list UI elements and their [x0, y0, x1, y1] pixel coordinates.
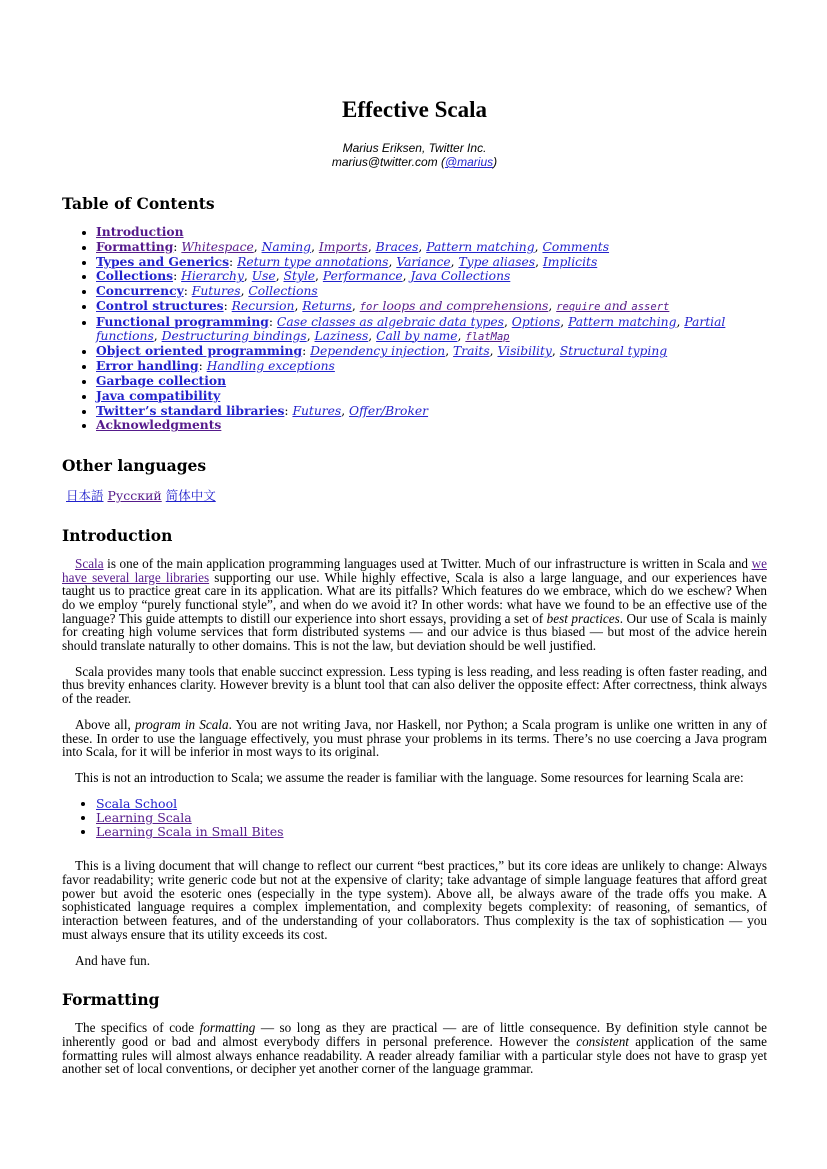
- inline-link[interactable]: Dependency injection: [310, 344, 446, 359]
- inline-link[interactable]: Collections: [96, 268, 174, 284]
- inline-link[interactable]: Scala: [75, 555, 104, 571]
- inline-link[interactable]: require: [556, 300, 601, 313]
- inline-link[interactable]: Return type annotations: [237, 254, 389, 269]
- inline-link[interactable]: Hierarchy: [181, 269, 244, 284]
- toc-item-object-oriented-programming: [96, 344, 767, 359]
- toc-item-twitters-standard-libraries: [96, 404, 767, 419]
- inline-link[interactable]: Visibility: [497, 344, 552, 359]
- byline: [62, 141, 767, 169]
- text-run: ,: [548, 298, 557, 313]
- text-run: best practices: [546, 610, 620, 626]
- text-run: :: [302, 344, 311, 359]
- toc-item-formatting: [96, 240, 767, 255]
- inline-link[interactable]: Call by name: [376, 328, 458, 343]
- inline-link[interactable]: Whitespace: [181, 239, 254, 254]
- inline-link[interactable]: Returns: [302, 298, 352, 313]
- inline-link[interactable]: Variance: [396, 254, 451, 269]
- inline-link[interactable]: Options: [511, 314, 561, 329]
- text-run: ,: [275, 269, 284, 284]
- intro-paragraph-4: [62, 771, 767, 785]
- inline-link[interactable]: Recursion: [231, 298, 295, 313]
- text-run: ,: [445, 344, 454, 359]
- language-links: [62, 489, 767, 503]
- formatting-heading: Formatting: [62, 990, 160, 1010]
- text-run: program in Scala: [134, 716, 229, 732]
- inline-link[interactable]: Style: [283, 269, 316, 284]
- inline-link[interactable]: Implicits: [542, 254, 598, 269]
- text-run: :: [173, 269, 182, 284]
- text-run: ,: [253, 239, 262, 254]
- inline-link[interactable]: Naming: [261, 239, 312, 254]
- text-run: ,: [294, 298, 303, 313]
- text-run: ,: [368, 328, 377, 343]
- inline-link[interactable]: Case classes as algebraic data types: [276, 314, 504, 329]
- inline-link[interactable]: Learning Scala in Small Bites: [96, 824, 284, 840]
- inline-link[interactable]: Braces: [375, 239, 419, 254]
- toc-heading: Table of Contents: [62, 194, 215, 213]
- text-run: :: [268, 314, 277, 329]
- inline-link[interactable]: and: [600, 298, 632, 313]
- text-run: ,: [551, 344, 560, 359]
- text-run: ,: [676, 314, 685, 329]
- intro-paragraph-6: [62, 954, 767, 968]
- resource-item-learning-scala: [96, 811, 767, 825]
- inline-link[interactable]: Java compatibility: [96, 387, 221, 403]
- text-run: supporting our use. While highly effective, Scala is also a large language, and our experiences have taught us to practice great care in its application. What are its pitfalls? Which features do we embrace, which do we eschew? When do we employ “purely functional style”, and when do we avoid it? In other words: what have we found to be an effective use of the language? This guide attempts to distill our experience into short essays, providing a set of: [62, 569, 768, 626]
- inline-link[interactable]: 简体中文: [165, 488, 216, 504]
- inline-link[interactable]: assert: [631, 300, 670, 313]
- text-run: Above all,: [75, 716, 135, 732]
- resource-item-scala-school: [96, 797, 767, 811]
- text-run: :: [229, 254, 238, 269]
- inline-link[interactable]: Structural typing: [559, 344, 668, 359]
- toc-item-acknowledgments: [96, 418, 767, 433]
- text-run: ,: [450, 254, 459, 269]
- toc-item-introduction: [96, 225, 767, 240]
- inline-link[interactable]: Type aliases: [458, 254, 536, 269]
- inline-link[interactable]: Handling exceptions: [206, 359, 335, 374]
- inline-link[interactable]: Types and Generics: [96, 253, 230, 269]
- text-run: :: [284, 403, 293, 418]
- inline-link[interactable]: Object oriented programming: [96, 343, 303, 359]
- text-run: ,: [351, 298, 360, 313]
- toc-item-java-compatibility: [96, 389, 767, 404]
- text-run: ,: [243, 269, 252, 284]
- text-run: ,: [341, 403, 350, 418]
- text-run: consistent: [576, 1033, 629, 1049]
- inline-link[interactable]: Pattern matching: [426, 239, 535, 254]
- inline-link[interactable]: Futures: [191, 284, 241, 299]
- formatting-paragraph-1: [62, 1021, 767, 1076]
- text-run: ): [493, 155, 498, 169]
- text-run: ,: [560, 314, 569, 329]
- text-run: :: [173, 239, 182, 254]
- text-run: . Our use of Scala is mainly for creating high volume services that form distributed systems — and our advice is thus biased — but most of the advice herein should translate naturally to other domains. This is not the law, but deviation should be well justified.: [62, 610, 767, 654]
- inline-link[interactable]: Scala School: [96, 795, 178, 811]
- inline-link[interactable]: Traits: [453, 344, 490, 359]
- text-run: And have fun.: [75, 952, 151, 968]
- inline-link[interactable]: Functional programming: [96, 313, 269, 329]
- text-run: This is a living document that will change to reflect our current “best practices,” but its core ideas are unlikely to change: Always favor readability; write generic code but not at the expensive of clarity; take advantage of simple language features that afford great power but avoid the esoteric ones (especially in the type system). Above all, be always aware of the trade offs you make. A sophisticated language requires a complex implementation, and complexity begets complexity: of reasoning, of semantics, of interaction between features, and of the understanding of your collaborators. Thus complexity is the tax of sophistication — you must always ensure that its utility exceeds its cost.: [62, 858, 767, 942]
- text-run: :: [223, 298, 232, 313]
- inline-link[interactable]: Performance: [322, 269, 403, 284]
- toc-item-collections: [96, 269, 767, 284]
- text-run: application of the same formatting rules will almost always enhance readability. A reader already familiar with a particular style does not have to grasp yet another set of local conventions, or decipher yet another corner of the language grammar.: [62, 1033, 767, 1077]
- inline-link[interactable]: Partial functions: [96, 314, 726, 343]
- inline-link[interactable]: Acknowledgments: [96, 417, 222, 433]
- text-run: Scala provides many tools that enable succinct expression. Less typing is less reading, and less reading is often faster reading, and thus brevity enhances clarity. However brevity is a blunt tool that can also deliver the opposite effect: After correctness, think always of the reader.: [62, 663, 767, 707]
- text-run: is one of the main application programming languages used at Twitter. Much of our infrastructure is written in Scala and: [103, 555, 752, 571]
- inline-link[interactable]: Comments: [542, 239, 610, 254]
- text-run: ,: [503, 314, 512, 329]
- inline-link[interactable]: @marius: [444, 155, 494, 169]
- intro-paragraph-1: [62, 557, 767, 653]
- text-run: ,: [240, 284, 249, 299]
- inline-link[interactable]: for: [359, 300, 379, 313]
- inline-link[interactable]: Formatting: [96, 238, 174, 254]
- text-run: ,: [418, 239, 427, 254]
- text-run: formatting: [199, 1020, 256, 1036]
- text-run: ,: [489, 344, 498, 359]
- inline-link[interactable]: Garbage collection: [96, 372, 227, 388]
- inline-link[interactable]: Imports: [318, 239, 368, 254]
- intro-paragraph-2: [62, 665, 767, 706]
- text-run: ,: [402, 269, 411, 284]
- inline-link[interactable]: Laziness: [314, 328, 369, 343]
- text-run: The specifics of code: [75, 1020, 200, 1036]
- toc-item-garbage-collection: [96, 374, 767, 389]
- toc-item-control-structures: [96, 299, 767, 315]
- inline-link[interactable]: Use: [251, 269, 276, 284]
- text-run: This is not an introduction to Scala; we assume the reader is familiar with the language. Some resources for learning Scala are:: [75, 770, 744, 785]
- toc-item-types-and-generics: [96, 255, 767, 270]
- introduction-heading: Introduction: [62, 525, 173, 545]
- byline-author: Marius Eriksen, Twitter Inc.: [342, 141, 487, 155]
- inline-link[interactable]: Pattern matching: [568, 314, 677, 329]
- inline-link[interactable]: Java Collections: [410, 269, 511, 284]
- text-run: marius@twitter.com (: [331, 155, 445, 169]
- toc-item-concurrency: [96, 284, 767, 299]
- text-run: — so long as they are practical — are of little consequence. By definition style cannot be inherently good or bad and almost everybody differs in personal preference. However the: [62, 1020, 767, 1049]
- byline-contact: [62, 155, 767, 169]
- text-run: ,: [534, 239, 543, 254]
- text-run: ,: [315, 269, 323, 284]
- text-run: :: [183, 284, 192, 299]
- toc-list: [62, 225, 767, 433]
- inline-link[interactable]: Concurrency: [96, 283, 184, 299]
- inline-link[interactable]: Русский: [107, 488, 162, 504]
- resource-item-learning-scala-in-small-bites: [96, 825, 767, 839]
- text-run: ,: [367, 239, 376, 254]
- inline-link[interactable]: Twitter’s standard libraries: [96, 402, 285, 418]
- toc-item-error-handling: [96, 359, 767, 374]
- text-run: :: [198, 359, 207, 374]
- text-run: ,: [535, 254, 543, 269]
- inline-link[interactable]: Control structures: [96, 297, 224, 313]
- inline-link[interactable]: we have several large libraries: [62, 555, 767, 585]
- inline-link[interactable]: flatMap: [465, 330, 510, 343]
- intro-paragraph-5: [62, 859, 767, 941]
- inline-link[interactable]: Error handling: [96, 358, 199, 374]
- inline-link[interactable]: Introduction: [96, 224, 184, 239]
- text-run: . You are not writing Java, nor Haskell, nor Python; a Scala program is unlike one written in any of these. In order to use the language effectively, you must phrase your problems in its terms. There’s no use coercing a Java program into Scala, for it will be inferior in most ways to its original.: [62, 716, 768, 760]
- page-title: Effective Scala: [342, 97, 487, 122]
- text-run: ,: [388, 254, 397, 269]
- text-run: ,: [311, 239, 319, 254]
- inline-link[interactable]: Destructuring bindings: [161, 328, 307, 343]
- inline-link[interactable]: 日本語: [66, 488, 104, 504]
- text-run: ,: [306, 328, 315, 343]
- resources-list: [62, 797, 767, 840]
- toc-item-functional-programming: [96, 315, 767, 345]
- inline-link[interactable]: Learning Scala: [96, 809, 192, 825]
- inline-link[interactable]: Offer/Broker: [349, 403, 429, 418]
- intro-paragraph-3: [62, 718, 767, 759]
- inline-link[interactable]: Futures: [292, 403, 342, 418]
- inline-link[interactable]: loops and comprehensions: [378, 298, 549, 313]
- text-run: ,: [153, 328, 162, 343]
- text-run: ,: [457, 328, 466, 343]
- other-languages-heading: Other languages: [62, 456, 207, 476]
- inline-link[interactable]: Collections: [248, 284, 318, 299]
